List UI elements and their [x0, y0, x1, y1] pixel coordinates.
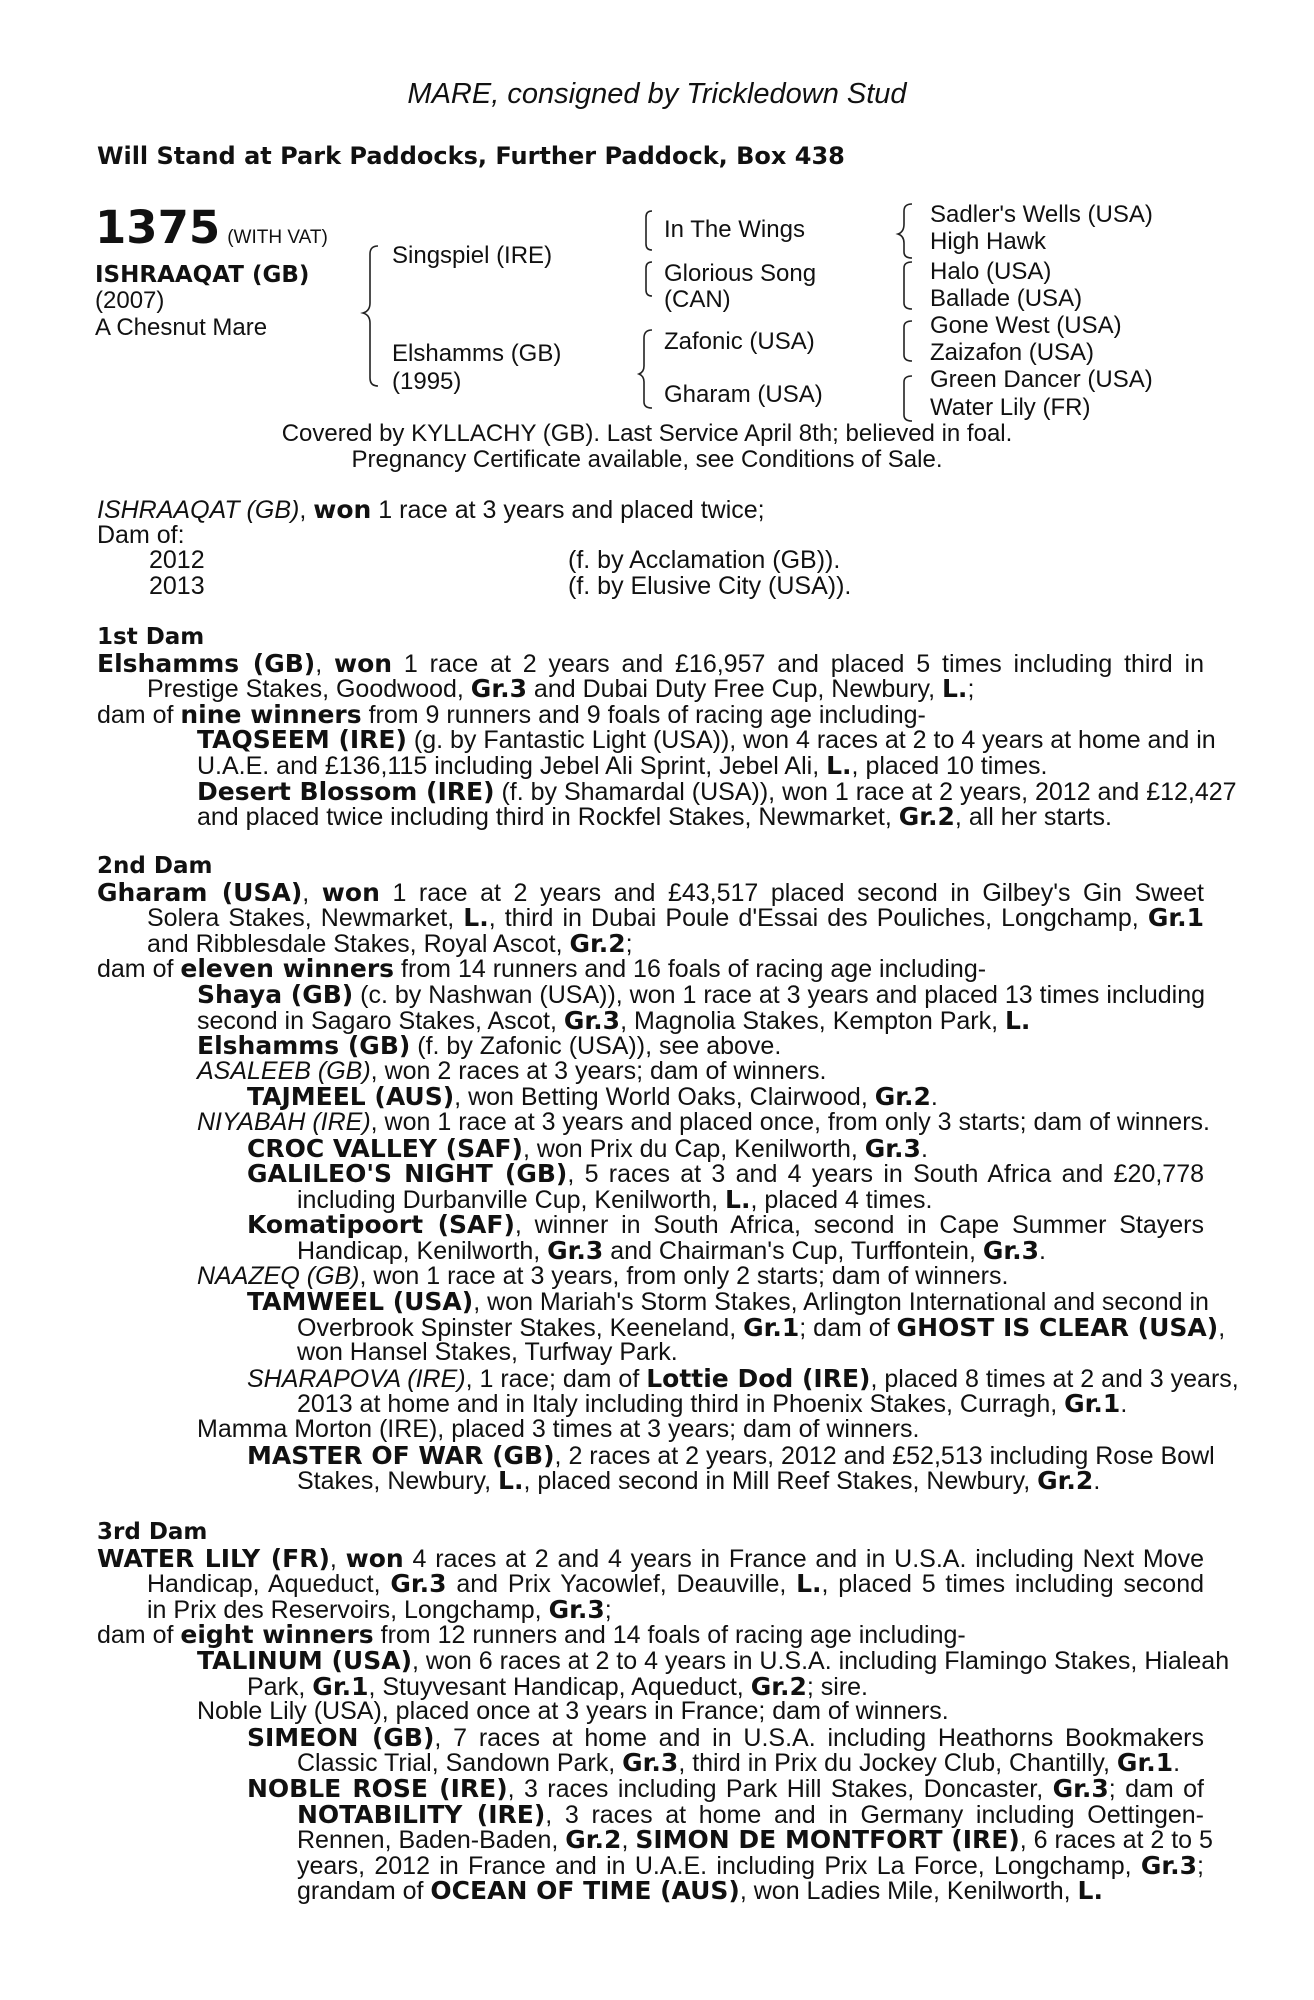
record-line — [97, 928, 1204, 958]
record-text: , third in Prix du Jockey Club, Chantilly, — [678, 1749, 1117, 1778]
record-text: in Prix des Reservoirs, Longchamp, — [147, 1595, 549, 1624]
record-text: , — [315, 649, 334, 678]
record-text: , 6 races at 2 to 5 — [1019, 1826, 1213, 1855]
bold-text: nine winners — [180, 699, 362, 729]
record-text: and Dubai Duty Free Cup, Newbury, — [526, 675, 942, 704]
bold-text: Lottie Dod (IRE) — [646, 1363, 871, 1393]
record-text: (c. by Nashwan (USA)), won 1 race at 3 years and placed 13 times including — [353, 980, 1205, 1009]
bold-text: OCEAN OF TIME (AUS) — [430, 1876, 740, 1906]
bold-text: TALINUM (USA) — [197, 1645, 413, 1675]
record-text: 1 race at 2 years and £16,957 and placed 5 times including third in — [392, 649, 1204, 678]
brace-sd — [904, 262, 912, 309]
bold-text: TAJMEEL (AUS) — [247, 1082, 455, 1112]
bold-text: Komatipoort (SAF) — [247, 1210, 515, 1240]
bold-text: TAMWEEL (USA) — [247, 1287, 474, 1317]
record-text: , placed 10 times. — [851, 751, 1048, 780]
record-text: Handicap, Aqueduct, — [147, 1570, 391, 1599]
bold-text: NOTABILITY (IRE) — [297, 1799, 546, 1829]
bold-text: L. — [826, 750, 852, 780]
record-text: , won Betting World Oaks, Clairwood, — [454, 1083, 875, 1112]
record-text: ; — [604, 1595, 612, 1624]
record-line — [97, 1417, 1204, 1443]
bold-text: Desert Blossom (IRE) — [197, 776, 495, 806]
bold-text: L. — [942, 674, 968, 704]
record-text: , won 6 races at 2 to 4 years in U.S.A. including Flamingo Stakes, Hialeah — [412, 1646, 1230, 1675]
record-text: , — [1218, 1313, 1226, 1342]
record-line — [97, 1799, 1204, 1829]
record-text: second in Sagaro Stakes, Ascot, — [197, 1006, 564, 1035]
section-heading: 3rd Dam — [97, 1519, 208, 1545]
bold-text: Gr.2 — [750, 1671, 807, 1701]
record-text: dam of — [97, 1621, 181, 1650]
record-text: dam of — [97, 955, 181, 984]
record-text: , won Prix du Cap, Kenilworth, — [522, 1134, 865, 1163]
lot-number: 1375 — [95, 201, 221, 254]
bold-text: L. — [1005, 1005, 1031, 1035]
bold-text: Gr.3 — [470, 674, 527, 704]
brace-sire-dam-marker — [646, 262, 652, 296]
record-text: . — [930, 1083, 938, 1112]
vat-note: (WITH VAT) — [227, 227, 328, 248]
bold-text: Gr.1 — [1064, 1389, 1121, 1419]
record-text: , 3 races at home and in Germany including Oettingen- — [545, 1800, 1204, 1829]
produce-record-text: 1 race at 3 years and placed twice; — [371, 496, 765, 524]
bold-text: Elshamms (GB) — [197, 1031, 411, 1061]
produce-detail: (f. by Acclamation (GB)). — [568, 546, 841, 575]
record-text: (f. by Zafonic (USA)), see above. — [410, 1032, 782, 1061]
record-text: . — [1039, 1236, 1046, 1265]
record-text: , — [329, 1544, 346, 1573]
covered-note — [0, 421, 1314, 473]
brace-dd — [904, 376, 912, 421]
record-text: (f. by Shamardal (USA)), won 1 race at 2 years, 2012 and £12,427 — [494, 777, 1237, 806]
bold-text: Shaya (GB) — [197, 979, 354, 1009]
record-text: , won 1 race at 3 years and placed once, from only 3 starts; dam of winners. — [370, 1107, 1210, 1136]
bold-text: L. — [796, 1569, 822, 1599]
record-text: ; dam of — [1108, 1774, 1204, 1803]
bold-text: L. — [498, 1466, 524, 1496]
bold-text: Gr.3 — [547, 1235, 604, 1265]
record-line — [97, 1056, 1204, 1085]
record-text: , winner in South Africa, second in Cape Summer Stayers — [514, 1211, 1204, 1240]
record-text: , placed second in Mill Reef Stakes, Newbury, — [523, 1467, 1038, 1496]
record-text: , 5 races at 3 and 4 years in South Africa and £20,778 — [567, 1160, 1205, 1189]
first-dam-section — [97, 624, 1237, 832]
produce-detail: (f. by Elusive City (USA)). — [568, 571, 852, 600]
brace-ds — [904, 321, 912, 361]
record-text: Prestige Stakes, Goodwood, — [147, 675, 471, 704]
record-text: , won Ladies Mile, Kenilworth, — [739, 1877, 1078, 1906]
record-line — [97, 1850, 1204, 1880]
record-line — [97, 1571, 1204, 1597]
produce-year: 2012 — [149, 546, 205, 575]
bold-text: L. — [463, 903, 489, 933]
record-line — [97, 648, 1204, 678]
record-line — [97, 750, 1204, 780]
bold-text: NOBLE ROSE (IRE) — [247, 1773, 508, 1803]
second-dam-section — [97, 853, 1239, 1496]
bold-text: Gr.3 — [548, 1594, 605, 1624]
record-line — [97, 1594, 1204, 1624]
brace-dam-parents — [639, 330, 652, 408]
covered-line: Covered by KYLLACHY (GB). Last Service April 8th; believed in foal. — [281, 420, 1013, 447]
record-text: 2013 at home and in Italy including third in Phoenix Stakes, Curragh, — [297, 1390, 1065, 1419]
record-text: , won 1 race at 3 years, from only 2 starts; dam of winners. — [359, 1261, 1009, 1290]
record-text: , placed 8 times at 2 and 3 years, — [870, 1364, 1239, 1393]
bold-text: won — [321, 877, 380, 907]
produce-record — [97, 497, 1204, 599]
brace-generation-1 — [363, 246, 378, 386]
dam-sire: Zafonic (USA) — [664, 328, 815, 355]
record-text: (g. by Fantastic Light (USA)), won 4 races at 2 to 4 years at home and in — [406, 726, 1216, 755]
record-line — [97, 1825, 1213, 1855]
record-text: , — [621, 1826, 636, 1855]
record-text: ; — [1197, 1851, 1204, 1880]
sire: Singspiel (IRE) — [392, 242, 553, 269]
bold-text: GALILEO'S NIGHT (GB) — [247, 1159, 568, 1189]
record-text: and Ribblesdale Stakes, Royal Ascot, — [147, 929, 570, 958]
record-text: . — [1173, 1749, 1181, 1778]
record-line — [97, 1287, 1209, 1317]
record-text: won Hansel Stakes, Turfway Park. — [297, 1338, 678, 1367]
sire-dam: Glorious Song — [664, 260, 817, 287]
record-line — [97, 1440, 1215, 1470]
lot-description: A Chesnut Mare — [95, 313, 268, 341]
bold-text: Gr.3 — [622, 1748, 679, 1778]
record-text: , placed 5 times including second — [821, 1570, 1204, 1599]
record-text: , won 2 races at 3 years; dam of winners. — [370, 1056, 827, 1085]
bold-text: Gr.1 — [1116, 1748, 1174, 1778]
bold-text: Gr.3 — [864, 1133, 921, 1163]
bold-text: eleven winners — [180, 954, 395, 984]
record-text: and Chairman's Cup, Turffontein, — [603, 1236, 983, 1265]
record-line — [97, 1645, 1230, 1675]
record-text: Handicap, Kenilworth, — [297, 1236, 548, 1265]
record-line — [97, 1005, 1204, 1035]
record-text: dam of — [97, 700, 181, 729]
record-text: Solera Stakes, Newmarket, — [147, 904, 464, 933]
sd-sire: Halo (USA) — [930, 258, 1052, 285]
lot-name: ISHRAAQAT (GB) — [95, 261, 310, 288]
record-text: , 7 races at home and in U.S.A. including Heathorns Bookmakers — [434, 1723, 1204, 1752]
bold-text: Gr.2 — [569, 928, 626, 958]
bold-text: Gr.3 — [563, 1005, 621, 1035]
record-line — [97, 979, 1205, 1009]
bold-text: L. — [725, 1184, 751, 1214]
bold-text: Gharam (USA) — [97, 877, 303, 907]
record-line — [97, 699, 1204, 729]
record-text: , 1 race; dam of — [465, 1364, 647, 1393]
dam-of-label: Dam of: — [97, 520, 185, 549]
pregnancy-line: Pregnancy Certificate available, see Conditions of Sale. — [351, 446, 943, 473]
record-text: ; — [625, 929, 633, 958]
record-line — [97, 1363, 1239, 1393]
bold-text: Gr.2 — [1037, 1466, 1094, 1496]
record-text: ; dam of — [799, 1313, 897, 1342]
record-text: Rennen, Baden-Baden, — [297, 1826, 566, 1855]
record-line — [97, 1391, 1204, 1417]
record-line — [97, 1340, 1204, 1366]
record-text: Mamma Morton (IRE), placed 3 times at 3 years; dam of winners. — [197, 1415, 920, 1444]
record-text: and placed twice including third in Rockfel Stakes, Newmarket, — [197, 803, 899, 832]
record-text: grandam of — [297, 1877, 431, 1906]
record-line — [97, 1622, 1204, 1648]
ds-dam: Zaizafon (USA) — [930, 339, 1095, 366]
record-text: , — [302, 878, 322, 907]
record-text: and Prix Yacowlef, Deauville, — [446, 1570, 797, 1599]
bold-text: won — [345, 1543, 404, 1573]
record-text: Noble Lily (USA), placed once at 3 years in France; dam of winners. — [197, 1697, 949, 1726]
sd-dam: Ballade (USA) — [930, 285, 1083, 312]
record-line — [97, 1543, 1204, 1573]
bold-text: Gr.1 — [312, 1671, 369, 1701]
produce-row — [97, 571, 1204, 600]
produce-name: ISHRAAQAT (GB) — [97, 496, 300, 524]
bold-text: SIMEON (GB) — [247, 1722, 435, 1752]
bold-text: Gr.2 — [565, 1825, 622, 1855]
record-text: , won Mariah's Storm Stakes, Arlington International and second in — [473, 1288, 1209, 1317]
bold-text: Elshamms (GB) — [97, 648, 316, 678]
record-text: ; sire. — [806, 1672, 868, 1701]
record-text: , 2 races at 2 years, 2012 and £52,513 including Rose Bowl — [554, 1441, 1215, 1470]
record-line — [97, 1212, 1204, 1238]
record-text: from 14 runners and 16 foals of racing age including- — [394, 955, 987, 984]
produce-comma: , — [299, 496, 314, 524]
record-text: from 9 runners and 9 foals of racing age including- — [361, 700, 926, 729]
record-text: . — [920, 1134, 928, 1163]
ds-sire: Gone West (USA) — [930, 312, 1122, 339]
record-line — [97, 1671, 1204, 1701]
record-line — [97, 956, 1204, 982]
produce-year: 2013 — [149, 571, 205, 600]
record-text: Overbrook Spinster Stakes, Keeneland, — [297, 1313, 744, 1342]
bold-text: WATER LILY (FR) — [97, 1543, 330, 1573]
ss-dam: High Hawk — [930, 228, 1047, 255]
record-line — [97, 1699, 1204, 1725]
record-text: , all her starts. — [954, 803, 1112, 832]
bold-text: Gr.1 — [743, 1312, 800, 1342]
record-line — [97, 804, 1204, 830]
record-text: Classic Trial, Sandown Park, — [297, 1749, 623, 1778]
record-line — [97, 1107, 1210, 1136]
record-text: ; — [967, 675, 975, 704]
bold-text: Gr.3 — [390, 1569, 447, 1599]
record-text: U.A.E. and £136,115 including Jebel Ali Sprint, Jebel Ali, — [197, 751, 827, 780]
record-line — [97, 1033, 1204, 1059]
record-line — [97, 725, 1216, 755]
bold-text: L. — [1077, 1876, 1103, 1906]
record-text: . — [1093, 1467, 1101, 1496]
produce-row — [97, 548, 1204, 574]
bold-text: Gr.3 — [982, 1235, 1040, 1265]
lot-year: (2007) — [95, 287, 165, 315]
sire-sire: In The Wings — [664, 216, 805, 243]
dam-dam: Gharam (USA) — [664, 381, 823, 408]
bold-text: TAQSEEM (IRE) — [197, 725, 407, 755]
record-text: 4 races at 2 and 4 years in France and in U.S.A. including Next Move — [403, 1544, 1204, 1573]
bold-text: SIMON DE MONTFORT (IRE) — [635, 1825, 1020, 1855]
record-line — [97, 1878, 1204, 1904]
bold-text: GHOST IS CLEAR (USA) — [896, 1312, 1219, 1342]
record-text: . — [1120, 1390, 1128, 1419]
record-line — [97, 905, 1204, 931]
sire-dam-country: (CAN) — [664, 286, 731, 313]
italic-text: ASALEEB (GB) — [197, 1056, 371, 1085]
bold-text: Gr.2 — [898, 802, 955, 832]
dam: Elshamms (GB) — [392, 340, 562, 367]
record-line — [97, 1722, 1204, 1752]
dam-year: (1995) — [392, 368, 462, 395]
bold-text: won — [333, 648, 393, 678]
record-text: , 3 races including Park Hill Stakes, Doncaster, — [507, 1774, 1053, 1803]
record-text: , third in Dubai Poule d'Essai des Pouliches, Longchamp, — [488, 904, 1148, 933]
record-line — [97, 1133, 1204, 1163]
record-line — [97, 1261, 1204, 1290]
record-line — [97, 1750, 1204, 1776]
produce-won: won — [313, 495, 372, 524]
record-line — [97, 1312, 1226, 1342]
bold-text: CROC VALLEY (SAF) — [247, 1133, 523, 1163]
record-line — [97, 877, 1204, 907]
record-text: Stakes, Newbury, — [297, 1467, 499, 1496]
record-text: Park, — [247, 1672, 313, 1701]
record-text: , Stuyvesant Handicap, Aqueduct, — [368, 1672, 751, 1701]
bold-text: Gr.3 — [1052, 1773, 1109, 1803]
section-heading: 2nd Dam — [97, 853, 213, 879]
record-line — [97, 1773, 1204, 1803]
record-text: , placed 4 times. — [750, 1185, 933, 1214]
brace-sire-parents — [646, 211, 652, 250]
italic-text: NIYABAH (IRE) — [197, 1107, 371, 1136]
record-text: including Durbanville Cup, Kenilworth, — [297, 1185, 726, 1214]
record-text: 1 race at 2 years and £43,517 placed second in Gilbey's Gin Sweet — [379, 878, 1204, 907]
bold-text: Gr.2 — [874, 1082, 931, 1112]
record-line — [97, 676, 1204, 702]
record-line — [97, 776, 1237, 806]
record-text: from 12 runners and 14 foals of racing age including- — [373, 1621, 966, 1650]
record-line — [97, 1184, 1204, 1214]
italic-text: SHARAPOVA (IRE) — [247, 1364, 466, 1393]
bold-text: eight winners — [180, 1620, 374, 1650]
record-line — [97, 1084, 1204, 1110]
ss-sire: Sadler's Wells (USA) — [930, 201, 1153, 228]
third-dam-section — [97, 1519, 1230, 1906]
bold-text: Gr.3 — [1140, 1850, 1198, 1880]
dd-sire: Green Dancer (USA) — [930, 366, 1153, 393]
dd-dam: Water Lily (FR) — [930, 394, 1091, 421]
record-text: years, 2012 in France and in U.A.E. including Prix La Force, Longchamp, — [297, 1851, 1141, 1880]
page-title: MARE, consigned by Trickledown Stud — [407, 78, 907, 110]
record-line — [97, 1235, 1204, 1265]
record-line — [97, 1161, 1204, 1187]
record-line — [97, 1468, 1204, 1494]
stand-line: Will Stand at Park Paddocks, Further Paddock, Box 438 — [97, 142, 845, 170]
italic-text: NAAZEQ (GB) — [197, 1261, 360, 1290]
bold-text: MASTER OF WAR (GB) — [247, 1440, 555, 1470]
section-heading: 1st Dam — [97, 624, 205, 650]
bold-text: Gr.1 — [1147, 903, 1205, 933]
brace-ss — [898, 204, 912, 258]
record-text: , Magnolia Stakes, Kempton Park, — [620, 1006, 1005, 1035]
